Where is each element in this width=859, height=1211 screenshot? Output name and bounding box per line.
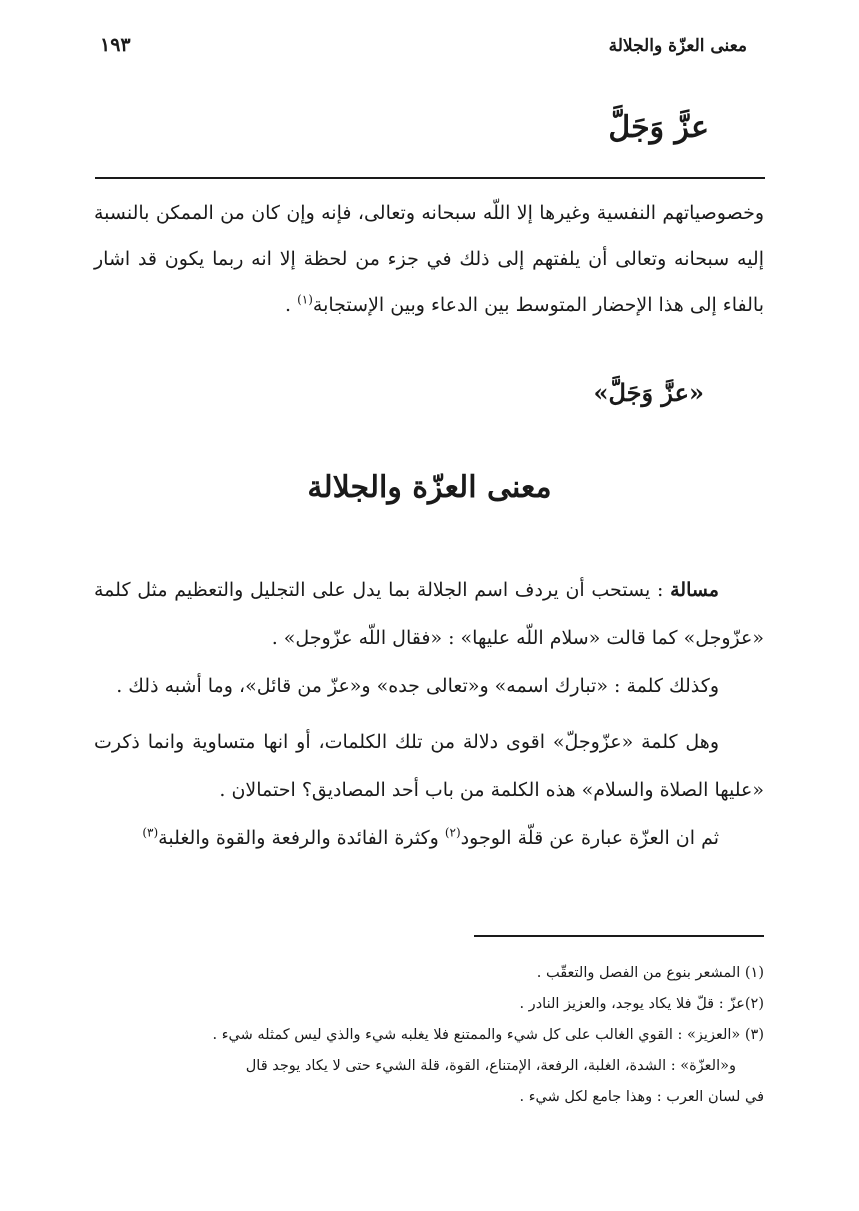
spacer [94,710,764,718]
paragraph-4-text-b: وكثرة الفائدة والرفعة والقوة والغلبة [158,827,445,849]
main-body [94,566,764,862]
paragraph-4 [94,814,764,862]
footnote-3-continuation-1: و«العزّة» : الشدة، الغلبة، الرفعة، الإمتناع، القوة، قلة الشيء حتى لا يكاد يوجد قال [245,1058,736,1074]
footnotes [94,958,764,1113]
footnote-ref-2[interactable]: (٢) [444,825,461,840]
intro-end: . [284,294,298,316]
paragraph-2: وكذلك كلمة : «تبارك اسمه» و«تعالى جده» و«عزّ من قائل»، وما أشبه ذلك . [116,675,719,697]
running-title: معنى العزّة والجلالة [608,36,747,56]
footnote-3: (٣) «العزيز» : القوي الغالب على كل شيء والممتنع فلا يغلبه شيء والذي ليس كمثله شيء . [212,1027,764,1043]
chapter-title: معنى العزّة والجلالة [307,470,552,505]
footnote-3-continuation-2: في لسان العرب : وهذا جامع لكل شيء . [519,1089,764,1105]
footnote-2: (٢)عزّ : قلّ فلا يكاد يوجد، والعزيز النادر . [519,996,764,1012]
intro-text: وخصوصياتهم النفسية وغيرها إلا اللّه سبحانه وتعالى، فإنه وإن كان من الممكن بالنسبة إليه سبحانه وتعالى أن يلفتهم إلى ذلك في جزء من لحظة إلا انه ربما يكون قد اشار بالفاء إلى هذا الإحضار المتوسط بين الدعاء وبين الإستجابة [94,202,764,316]
section-heading: عزَّ وَجَلَّ [608,110,709,145]
masala-term: مسالة [670,579,719,601]
footnote-ref-3[interactable]: (٣) [142,825,159,840]
paragraph-4-text-a: ثم ان العزّة عبارة عن قلّة الوجود [460,827,719,849]
footnote-ref-1[interactable]: (١) [297,292,313,307]
intro-paragraph [94,190,764,328]
header-rule [95,177,765,179]
paragraph-masala [94,566,764,662]
footnote-1: (١) المشعر بنوع من الفصل والتعقّب . [536,965,764,981]
paragraph-3: وهل كلمة «عزّوجلّ» اقوى دلالة من تلك الكلمات، أو انها متساوية وانما ذكرت «عليها الصلاة والسلام» هذه الكلمة من باب أحد المصاديق؟ احتمالان . [94,731,764,801]
paragraph-1-text: : يستحب أن يردف اسم الجلالة بما يدل على التجليل والتعظيم مثل كلمة «عزّوجل» كما قالت «سلام اللّه عليها» : «فقال اللّه عزّوجل» . [94,579,764,649]
page-number: ١٩٣ [100,34,131,56]
footnote-rule [474,935,764,937]
quote-heading: «عزَّ وَجَلَّ» [593,378,704,407]
